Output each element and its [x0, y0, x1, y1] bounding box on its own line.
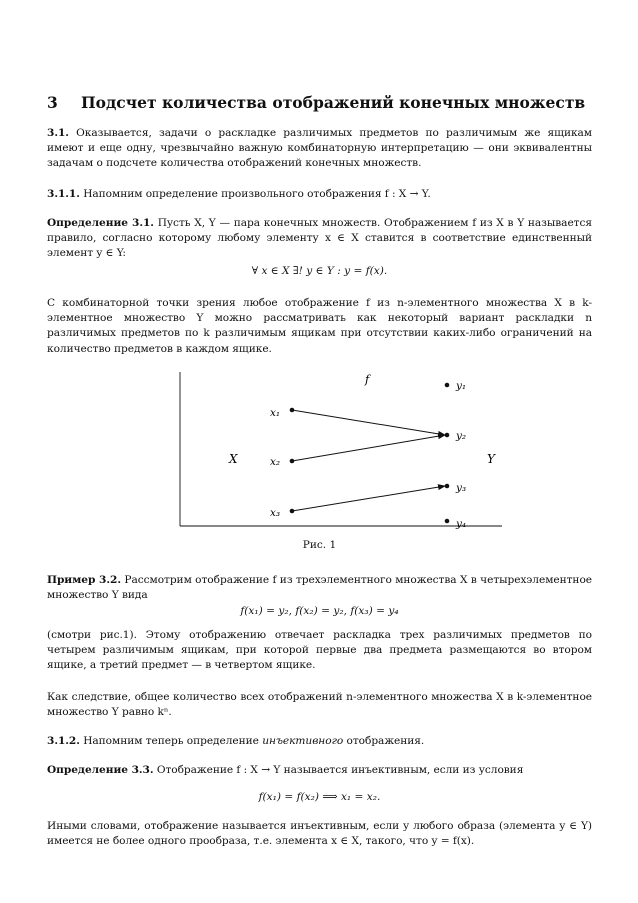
paragraph-combinatorial: С комбинаторной точки зрения любое отображение f из n-элементного множества X в k-элементное множество Y можно рассматривать как некоторый вариант раскладки n различимых предметов по k различимым ящикам при отсутствии каких-либо ограничений на количество предметов в каждом ящике.: [47, 297, 592, 355]
formula-example-3-2: f(x₁) = y₂, f(x₂) = y₂, f(x₃) = y₄: [240, 605, 399, 617]
example-3-2-continuation: (смотри рис.1). Этому отображению отвечает раскладка трех различимых предметов по четырем различимым ящикам, при которой первые два предмета размещаются во втором ящике, а третий предмет — в четвертом ящике.: [47, 629, 592, 672]
label-y3: y₃: [456, 482, 467, 494]
paragraph-text: Напомним определение произвольного отображения f : X → Y.: [83, 188, 431, 200]
definition-text: Отображение f : X → Y называется инъективным, если из условия: [156, 764, 524, 776]
paragraph-3-1-2: [47, 734, 592, 749]
figure-caption: Рис. 1: [302, 539, 337, 551]
arrow-x3-y3: [292, 486, 445, 511]
paragraph-text-after: отображения.: [346, 735, 425, 747]
paragraph-text-before: Напомним теперь определение: [83, 735, 259, 747]
paragraph-label: 3.1.1.: [47, 188, 80, 200]
arrow-x2-y2: [292, 435, 445, 461]
paragraph-text: Оказывается, задачи о раскладке различимых предметов по различимым же ящикам имеют и еще одну, чрезвычайно важную комбинаторную интерпретацию — они эквивалентны задачам о подсчете количества отображений конечных множеств.: [47, 127, 592, 170]
codomain-label-y: Y: [487, 452, 495, 466]
definition-3-3: [47, 763, 592, 778]
paragraph-emphasis: инъективного: [262, 735, 344, 747]
formula-definition-3-1: ∀ x ∈ X ∃! y ∈ Y : y = f(x).: [251, 265, 388, 277]
formula-definition-3-3: f(x₁) = f(x₂) ⟹ x₁ = x₂.: [258, 791, 381, 803]
label-y4: y₄: [456, 518, 467, 530]
definition-label: Определение 3.3.: [47, 764, 154, 776]
label-y1: y₁: [456, 380, 467, 392]
definition-3-1: [47, 216, 592, 262]
paragraph-label: 3.1.2.: [47, 735, 80, 747]
point-y2: [445, 433, 450, 438]
paragraph-consequence: Как следствие, общее количество всех отображений n-элементного множества X в k-элементное множество Y равно kⁿ.: [47, 691, 592, 719]
label-x3: x₃: [270, 507, 281, 519]
label-x1: x₁: [270, 407, 281, 419]
label-x2: x₂: [270, 456, 281, 468]
paragraph-otherwise: Иными словами, отображение называется инъективным, если у любого образа (элемента y ∈ Y) имеется не более одного прообраза, т.е. элемента x ∈ X, такого, что y = f(x).: [47, 820, 592, 848]
arrow-x1-y2: [292, 410, 445, 435]
point-y4: [445, 519, 450, 524]
example-3-2: [47, 573, 592, 603]
example-label: Пример 3.2.: [47, 574, 121, 586]
section-title-text: Подсчет количества отображений конечных множеств: [81, 93, 586, 112]
paragraph-label: 3.1.: [47, 127, 69, 139]
paragraph-3-1-1: [47, 187, 592, 202]
section-number: 3: [47, 93, 58, 112]
map-label-f: f: [365, 372, 370, 386]
definition-label: Определение 3.1.: [47, 217, 154, 229]
section-title: [47, 93, 585, 112]
figure-mapping-diagram: [177, 366, 507, 534]
domain-label-x: X: [229, 452, 238, 466]
definition-text: Пусть X, Y — пара конечных множеств. Отображением f из X в Y называется правило, согласно которому любому элементу x ∈ X ставится в соответствие единственный элемент y ∈ Y:: [47, 217, 592, 260]
point-y1: [445, 383, 450, 388]
point-y3: [445, 484, 450, 489]
label-y2: y₂: [456, 430, 467, 442]
example-text: Рассмотрим отображение f из трехэлементного множества X в четырехэлементное множество Y вида: [47, 574, 592, 602]
paragraph-3-1: [47, 126, 592, 172]
